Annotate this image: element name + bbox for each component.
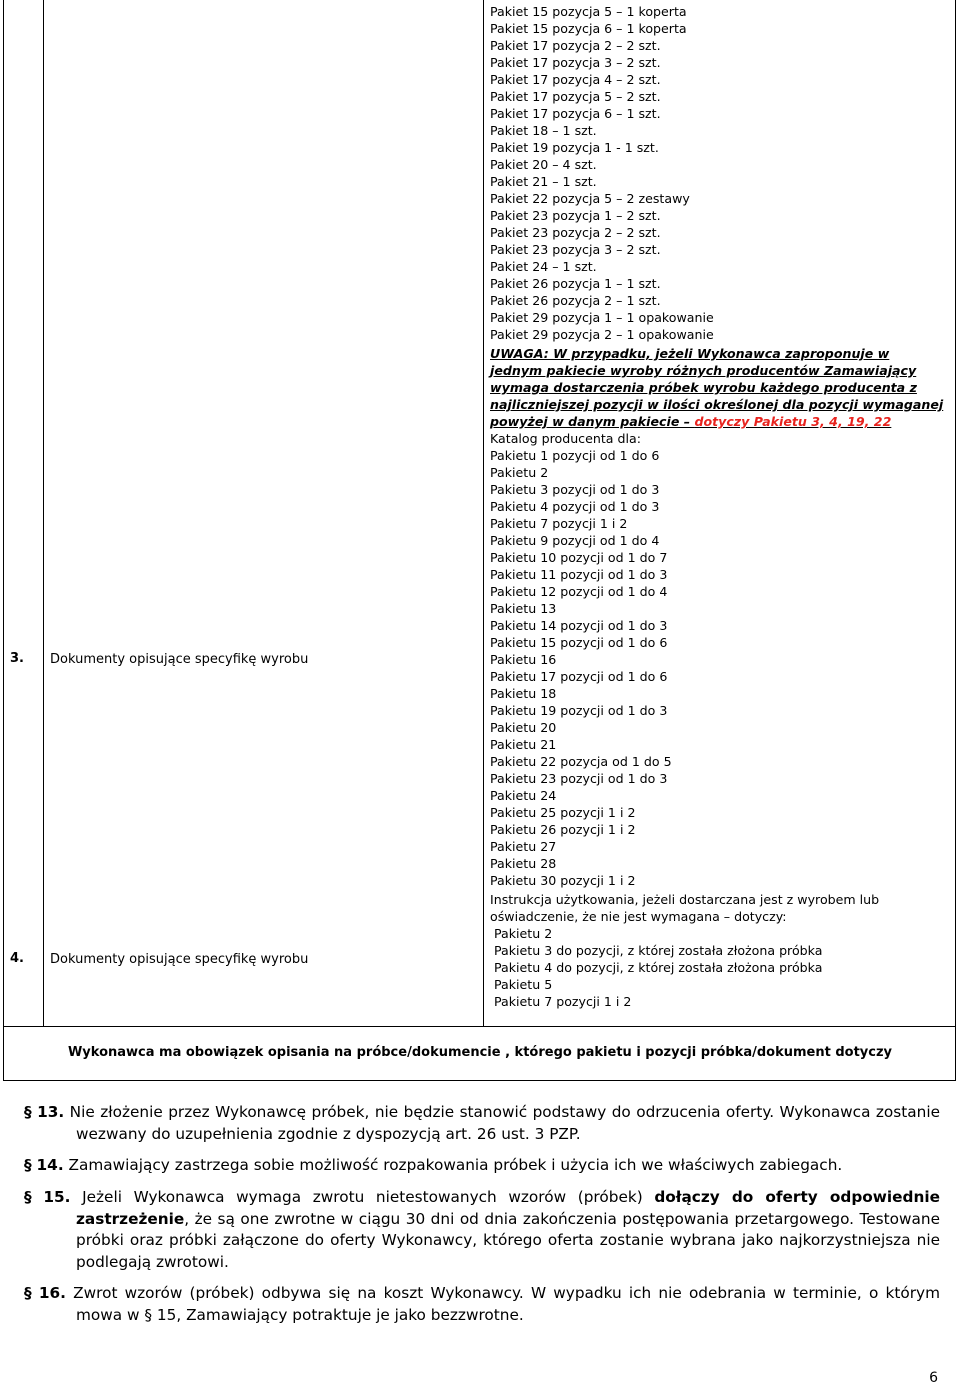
list-item: Pakietu 3 pozycji od 1 do 3	[490, 482, 660, 497]
paragraph-text: Zwrot wzorów (próbek) odbywa się na koszt Wykonawcy. W wypadku ich nie odebrania w terminie, o którym mowa w § 15, Zamawiający potraktuje je jako bezzwrotne.	[73, 1284, 940, 1324]
list-item: Pakietu 12 pozycji od 1 do 4	[490, 584, 668, 599]
bold-text: dołączy do oferty odpowiednie zastrzeżenie	[76, 1188, 940, 1228]
row3-label: Dokumenty opisujące specyfikę wyrobu	[50, 652, 309, 667]
list-item: Katalog producenta dla:	[490, 431, 641, 446]
table-row-separator	[3, 1026, 956, 1027]
list-item: Pakietu 20	[490, 720, 557, 735]
list-item: Pakietu 23 pozycji od 1 do 3	[490, 771, 668, 786]
list-item: Pakiet 17 pozycja 3 – 2 szt.	[490, 55, 661, 70]
list-item: Pakiet 26 pozycja 1 – 1 szt.	[490, 276, 661, 291]
uwaga-note	[490, 345, 952, 430]
list-item: Pakiet 23 pozycja 2 – 2 szt.	[490, 225, 661, 240]
list-item: Pakietu 21	[490, 737, 557, 752]
catalog-list	[490, 430, 672, 889]
paragraph-text: Nie złożenie przez Wykonawcę próbek, nie będzie stanowić podstawy do odrzucenia oferty. Wykonawca zostanie wezwany do uzupełnienia zgodnie z dyspozycją art. 26 ust. 3 PZP.	[69, 1103, 940, 1143]
table-divider-col1	[43, 0, 44, 1026]
section-number: 13.	[37, 1103, 65, 1121]
list-item: Pakiet 29 pozycja 1 – 1 opakowanie	[490, 310, 714, 325]
paragraph-14	[24, 1155, 940, 1177]
uwaga-line: jednym pakiecie wyroby różnych producentów Zamawiający	[490, 363, 917, 378]
section-number: 16.	[38, 1284, 66, 1302]
row4-label: Dokumenty opisujące specyfikę wyrobu	[50, 952, 309, 967]
list-item: Pakiet 24 – 1 szt.	[490, 259, 597, 274]
table-border-left	[3, 0, 4, 1081]
list-item: Pakietu 5	[490, 977, 553, 992]
table-border-right	[955, 0, 956, 1081]
list-item: Pakietu 2	[490, 926, 553, 941]
list-item: Pakietu 11 pozycji od 1 do 3	[490, 567, 668, 582]
list-item: Pakiet 17 pozycja 2 – 2 szt.	[490, 38, 661, 53]
list-item: Pakietu 16	[490, 652, 557, 667]
paragraph-text: , że są one zwrotne w ciągu 30 dni od dnia zakończenia postępowania przetargowego. Testowane próbki oraz próbki załączone do oferty Wykonawcy, którego oferta zostanie wybrana jako najkorzystniejsza nie podlegają zwrotowi.	[76, 1209, 940, 1271]
page-number: 6	[929, 1370, 938, 1386]
section-number: 14.	[36, 1156, 64, 1174]
section-sign: §	[24, 1156, 32, 1174]
list-item: Pakiet 17 pozycja 4 – 2 szt.	[490, 72, 661, 87]
list-item: Pakiet 19 pozycja 1 - 1 szt.	[490, 140, 659, 155]
uwaga-text: powyżej w danym pakiecie –	[490, 414, 695, 429]
uwaga-line: wymaga dostarczenia próbek wyrobu każdego producenta z	[490, 380, 917, 395]
list-item: Pakietu 4 do pozycji, z której została złożona próbka	[490, 960, 823, 975]
list-item: Pakietu 27	[490, 839, 557, 854]
list-item: Pakietu 10 pozycji od 1 do 7	[490, 550, 668, 565]
instruction-list	[490, 891, 879, 1010]
list-item: Pakietu 26 pozycji 1 i 2	[490, 822, 636, 837]
list-item: Pakiet 17 pozycja 5 – 2 szt.	[490, 89, 661, 104]
sample-list	[490, 3, 714, 343]
paragraph-16	[24, 1283, 940, 1326]
list-item: Pakietu 3 do pozycji, z której została złożona próbka	[490, 943, 823, 958]
paragraph-text: Jeżeli Wykonawca wymaga zwrotu nietestowanych wzorów (próbek)	[82, 1188, 655, 1206]
list-item: Pakiet 18 – 1 szt.	[490, 123, 597, 138]
list-item: Pakietu 18	[490, 686, 557, 701]
table-bottom-border	[3, 1080, 956, 1081]
list-item: Pakietu 25 pozycji 1 i 2	[490, 805, 636, 820]
section-sign: §	[24, 1284, 32, 1302]
row4-number: 4.	[10, 951, 24, 966]
list-item: Instrukcja użytkowania, jeżeli dostarczana jest z wyrobem lub	[490, 892, 880, 907]
uwaga-line: UWAGA: W przypadku, jeżeli Wykonawca zaproponuje w	[490, 346, 890, 361]
uwaga-line: najliczniejszej pozycji w ilości określonej dla pozycji wymaganej	[490, 397, 944, 412]
list-item: Pakiet 29 pozycja 2 – 1 opakowanie	[490, 327, 714, 342]
list-item: Pakiet 23 pozycja 1 – 2 szt.	[490, 208, 661, 223]
paragraph-text: Zamawiający zastrzega sobie możliwość rozpakowania próbek i użycia ich we właściwych zabiegach.	[68, 1156, 843, 1174]
list-item: oświadczenie, że nie jest wymagana – dotyczy:	[490, 909, 787, 924]
list-item: Pakietu 15 pozycji od 1 do 6	[490, 635, 668, 650]
list-item: Pakietu 2	[490, 465, 549, 480]
list-item: Pakietu 24	[490, 788, 557, 803]
uwaga-line-last	[490, 413, 952, 430]
list-item: Pakiet 23 pozycja 3 – 2 szt.	[490, 242, 661, 257]
list-item: Pakiet 15 pozycja 5 – 1 koperta	[490, 4, 687, 19]
section-sign: §	[24, 1103, 32, 1121]
table-divider-col2	[483, 0, 484, 1026]
section-number: 15.	[43, 1188, 71, 1206]
list-item: Pakiet 22 pozycja 5 – 2 zestawy	[490, 191, 690, 206]
list-item: Pakietu 22 pozycja od 1 do 5	[490, 754, 672, 769]
list-item: Pakietu 9 pozycji od 1 do 4	[490, 533, 660, 548]
list-item: Pakiet 26 pozycja 2 – 1 szt.	[490, 293, 661, 308]
list-item: Pakiet 15 pozycja 6 – 1 koperta	[490, 21, 687, 36]
paragraph-13	[24, 1102, 940, 1145]
list-item: Pakietu 1 pozycji od 1 do 6	[490, 448, 660, 463]
paragraph-15	[24, 1187, 940, 1273]
list-item: Pakietu 17 pozycji od 1 do 6	[490, 669, 668, 684]
list-item: Pakietu 7 pozycji 1 i 2	[490, 516, 628, 531]
section-sign: §	[24, 1188, 32, 1206]
list-item: Pakiet 21 – 1 szt.	[490, 174, 597, 189]
list-item: Pakietu 13	[490, 601, 557, 616]
list-item: Pakiet 17 pozycja 6 – 1 szt.	[490, 106, 661, 121]
list-item: Pakietu 30 pozycji 1 i 2	[490, 873, 636, 888]
list-item: Pakietu 28	[490, 856, 557, 871]
list-item: Pakietu 14 pozycji od 1 do 3	[490, 618, 668, 633]
list-item: Pakiet 20 – 4 szt.	[490, 157, 597, 172]
list-item: Pakietu 19 pozycji od 1 do 3	[490, 703, 668, 718]
uwaga-highlight: dotyczy Pakietu 3, 4, 19, 22	[694, 414, 892, 429]
list-item: Pakietu 7 pozycji 1 i 2	[490, 994, 632, 1009]
row3-number: 3.	[10, 651, 24, 666]
list-item: Pakietu 4 pozycji od 1 do 3	[490, 499, 660, 514]
table-footer-note: Wykonawca ma obowiązek opisania na próbce/dokumencie , którego pakietu i pozycji próbka/dokument dotyczy	[67, 1045, 893, 1060]
